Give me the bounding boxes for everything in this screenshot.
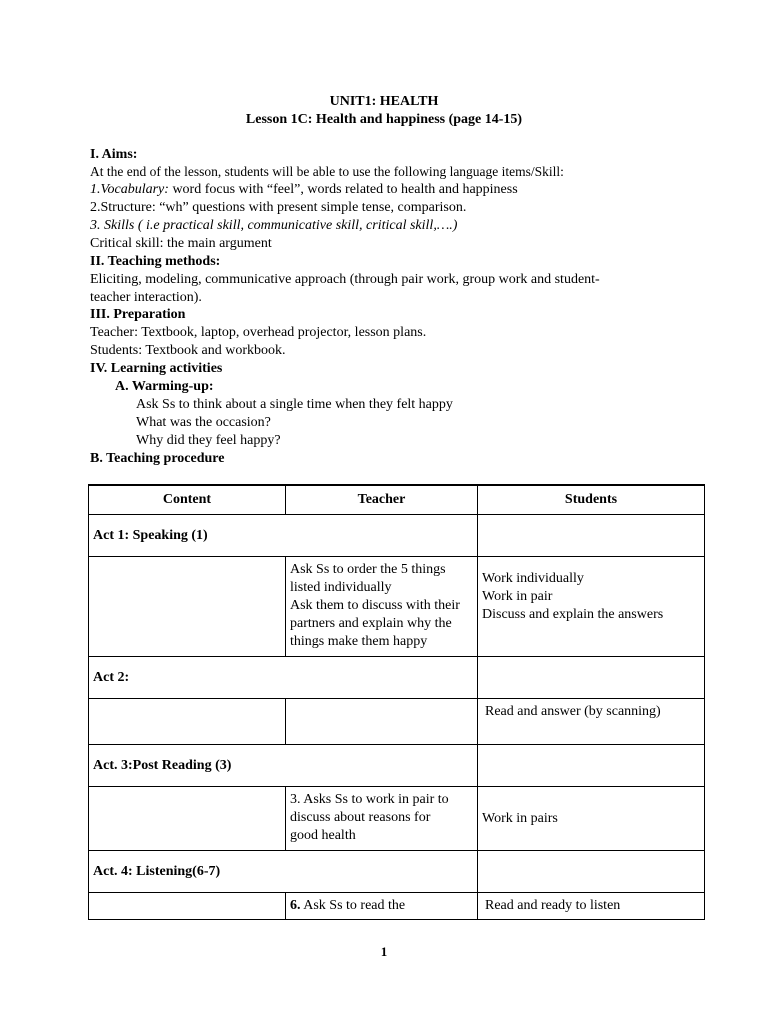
warmup-line: Ask Ss to think about a single time when they felt happy xyxy=(136,397,453,412)
preparation-heading: III. Preparation xyxy=(90,307,186,322)
table-row xyxy=(89,745,705,787)
methods-line-2: teacher interaction). xyxy=(90,290,202,305)
lesson-title: Lesson 1C: Health and happiness (page 14-15) xyxy=(245,112,523,127)
act3-students: Work in pairs xyxy=(482,810,558,826)
procedure-heading: B. Teaching procedure xyxy=(90,451,225,466)
act4-teacher-num: 6. xyxy=(290,898,301,913)
act1-students-line: Work in pair xyxy=(482,589,553,604)
table-header-row xyxy=(89,485,705,515)
empty-cell xyxy=(89,787,286,851)
table-row xyxy=(89,657,705,699)
act2-students-cell xyxy=(478,699,705,745)
act4-students: Read and ready to listen xyxy=(485,898,621,913)
act1-students-line: Discuss and explain the answers xyxy=(482,607,664,622)
aims-structure: 2.Structure: “wh” questions with present simple tense, comparison. xyxy=(90,200,467,215)
act1-teacher-line: things make them happy xyxy=(290,634,428,649)
act1-teacher-line: Ask Ss to order the 5 things xyxy=(290,562,446,577)
aims-critical: Critical skill: the main argument xyxy=(90,236,272,251)
aims-vocabulary xyxy=(90,181,518,199)
act1-students-line: Work individually xyxy=(482,571,584,586)
aims-intro: At the end of the lesson, students will be able to use the following language items/Skill: xyxy=(90,164,564,179)
preparation-students: Students: Textbook and workbook. xyxy=(90,343,286,358)
vocab-text: word focus with “feel”, words related to health and happiness xyxy=(168,182,518,197)
warmup-heading: A. Warming-up: xyxy=(115,379,214,394)
empty-cell xyxy=(478,745,705,787)
act3-students-cell xyxy=(478,787,705,851)
empty-cell xyxy=(478,851,705,893)
act3-title: Act. 3:Post Reading (3) xyxy=(89,745,478,787)
act1-teacher-cell xyxy=(286,557,478,657)
act1-students-cell xyxy=(478,557,705,657)
act3-teacher-line: 3. Asks Ss to work in pair to xyxy=(290,792,449,807)
aims-heading: I. Aims: xyxy=(90,147,138,162)
act4-students-cell xyxy=(478,893,705,920)
warmup-line: What was the occasion? xyxy=(136,415,271,430)
empty-cell xyxy=(89,893,286,920)
act4-teacher-text: Ask Ss to read the xyxy=(300,898,406,913)
act3-teacher-line: good health xyxy=(290,828,356,843)
table-row xyxy=(89,787,705,851)
empty-cell xyxy=(89,557,286,657)
act1-teacher-line: listed individually xyxy=(290,580,392,595)
empty-cell xyxy=(286,699,478,745)
methods-line-1: Eliciting, modeling, communicative approach (through pair work, group work and student- xyxy=(90,272,600,287)
header-students: Students xyxy=(478,485,705,515)
table-row xyxy=(89,699,705,745)
table-row xyxy=(89,893,705,920)
act1-title: Act 1: Speaking (1) xyxy=(89,515,478,557)
page-number: 1 xyxy=(380,944,388,959)
teaching-procedure-table xyxy=(88,484,705,920)
act4-title: Act. 4: Listening(6-7) xyxy=(89,851,478,893)
act2-title: Act 2: xyxy=(89,657,478,699)
act3-teacher-cell xyxy=(286,787,478,851)
act2-students: Read and answer (by scanning) xyxy=(485,704,661,719)
activities-heading: IV. Learning activities xyxy=(90,361,223,376)
empty-cell xyxy=(89,699,286,745)
header-teacher: Teacher xyxy=(286,485,478,515)
aims-skills: 3. Skills ( i.e practical skill, communicative skill, critical skill,….) xyxy=(90,218,458,233)
act1-teacher-line: partners and explain why the xyxy=(290,616,452,631)
preparation-teacher: Teacher: Textbook, laptop, overhead projector, lesson plans. xyxy=(90,325,427,340)
methods-heading: II. Teaching methods: xyxy=(90,254,221,269)
warmup-line: Why did they feel happy? xyxy=(136,433,281,448)
unit-title: UNIT1: HEALTH xyxy=(329,94,439,109)
empty-cell xyxy=(478,515,705,557)
act4-teacher-cell xyxy=(286,893,478,920)
table-row xyxy=(89,515,705,557)
act3-teacher-line: discuss about reasons for xyxy=(290,810,431,825)
header-content: Content xyxy=(89,485,286,515)
table-row xyxy=(89,557,705,657)
table-row xyxy=(89,851,705,893)
empty-cell xyxy=(478,657,705,699)
vocab-label: 1.Vocabulary: xyxy=(90,182,169,197)
act1-teacher-line: Ask them to discuss with their xyxy=(290,598,460,613)
